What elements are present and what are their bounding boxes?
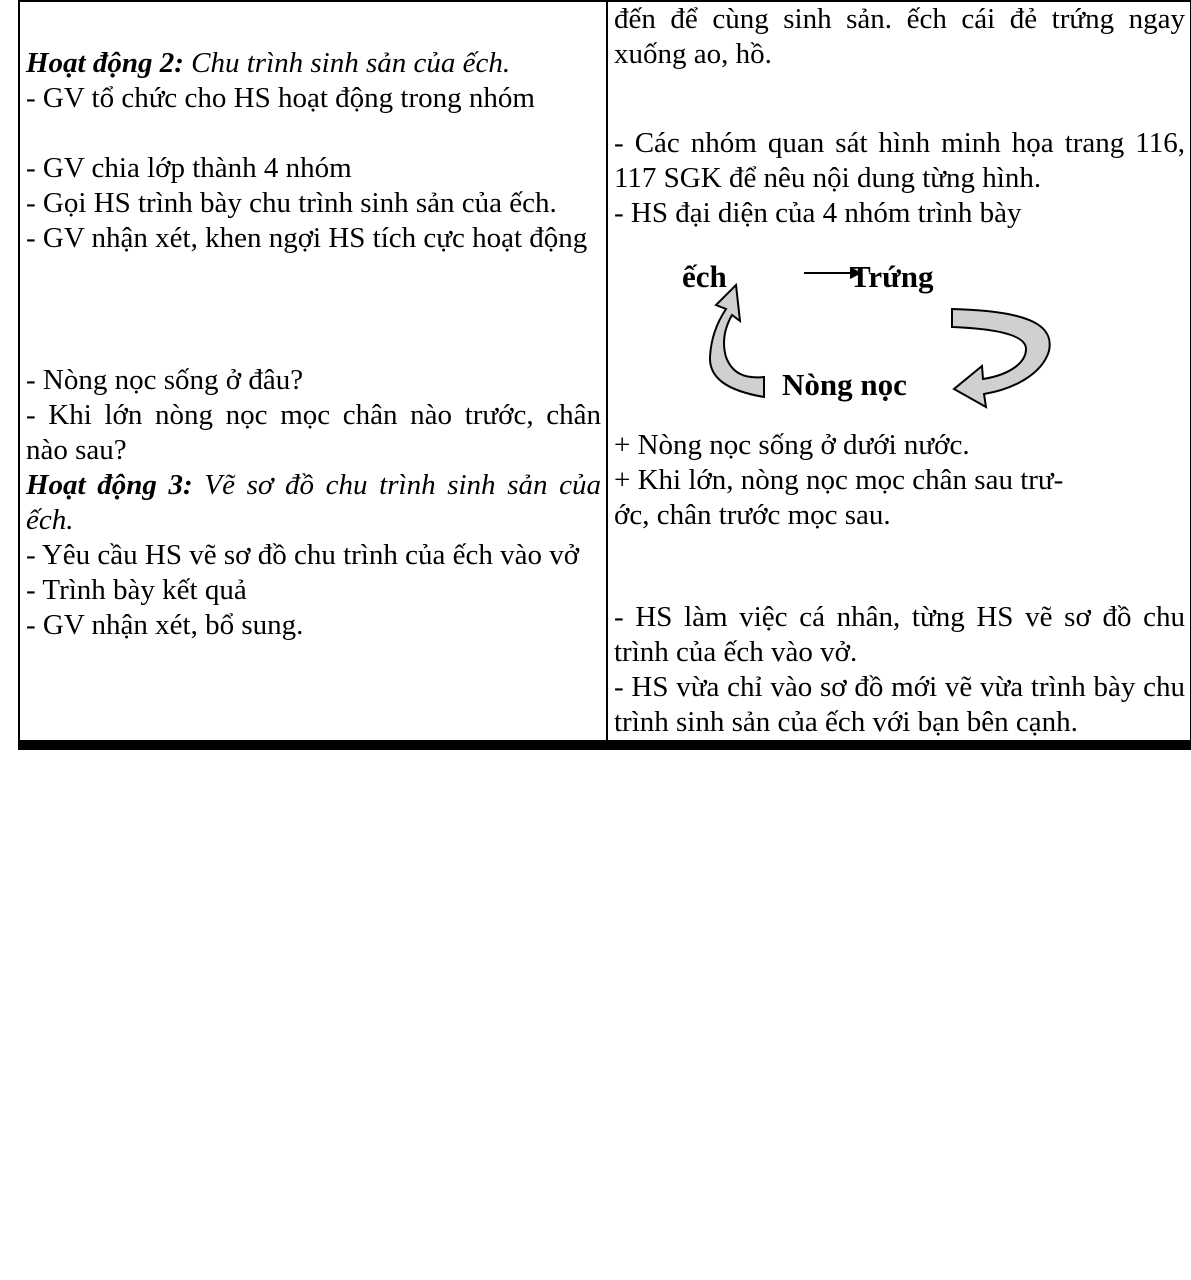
student-answer: - HS làm việc cá nhân, từng HS vẽ sơ đồ chu trình của ếch vào vở. (614, 601, 1185, 668)
teacher-item: - GV tổ chức cho HS hoạt động trong nhóm (26, 82, 535, 114)
student-answer: ớc, chân trước mọc sau. (614, 499, 891, 531)
activity2-heading (26, 46, 601, 81)
teacher-item: - Trình bày kết quả (26, 574, 247, 606)
student-answer: - Các nhóm quan sát hình minh họa trang 116, 117 SGK để nêu nội dung từng hình. (614, 127, 1185, 194)
student-answer: + Khi lớn, nòng nọc mọc chân sau trư- (614, 464, 1064, 496)
activity3-label: Hoạt động 3: (26, 469, 193, 501)
student-column (607, 747, 1191, 749)
label-frog: ếch (682, 259, 727, 294)
teacher-column (19, 747, 607, 749)
label-tadpole: Nòng nọc (782, 367, 907, 402)
teacher-item: - Yêu cầu HS vẽ sơ đồ chu trình của ếch vào vở (26, 539, 580, 571)
activity3-heading (26, 468, 601, 538)
teacher-item: - GV chia lớp thành 4 nhóm (26, 152, 352, 184)
student-answer: - HS vừa chỉ vào sơ đồ mới vẽ vừa trình bày chu trình sinh sản của ếch với bạn bên cạnh. (614, 671, 1185, 738)
teacher-item: - Nòng nọc sống ở đâu? (26, 364, 304, 396)
student-text: đến để cùng sinh sản. ếch cái đẻ trứng ngay xuống ao, hồ. (614, 3, 1185, 70)
student-column (607, 1, 1191, 741)
student-answer: + Nòng nọc sống ở dưới nước. (614, 429, 970, 461)
teacher-item: - GV nhận xét, khen ngợi HS tích cực hoạt động (26, 222, 588, 254)
teacher-item: - GV nhận xét, bổ sung. (26, 609, 304, 641)
table-row-creative (19, 747, 1191, 749)
activity2-label: Hoạt động 2: (26, 47, 184, 79)
teacher-item: - Gọi HS trình bày chu trình sinh sản của ếch. (26, 187, 557, 219)
teacher-item: - Khi lớn nòng nọc mọc chân nào trước, chân nào sau? (26, 399, 601, 466)
frog-life-cycle-diagram (614, 239, 1185, 414)
table-row-activities (19, 1, 1191, 741)
student-answer: - HS đại diện của 4 nhóm trình bày (614, 197, 1022, 229)
arrow-egg-to-tadpole (952, 309, 1050, 407)
label-egg: Trứng (850, 259, 934, 294)
arrow-tadpole-to-frog (710, 285, 764, 397)
lesson-plan-table (18, 0, 1191, 750)
teacher-column (19, 1, 607, 741)
activity2-title: Chu trình sinh sản của ếch. (191, 47, 511, 79)
activity3-title: Vẽ sơ đồ chu trình sinh sản của ếch. (26, 469, 602, 536)
